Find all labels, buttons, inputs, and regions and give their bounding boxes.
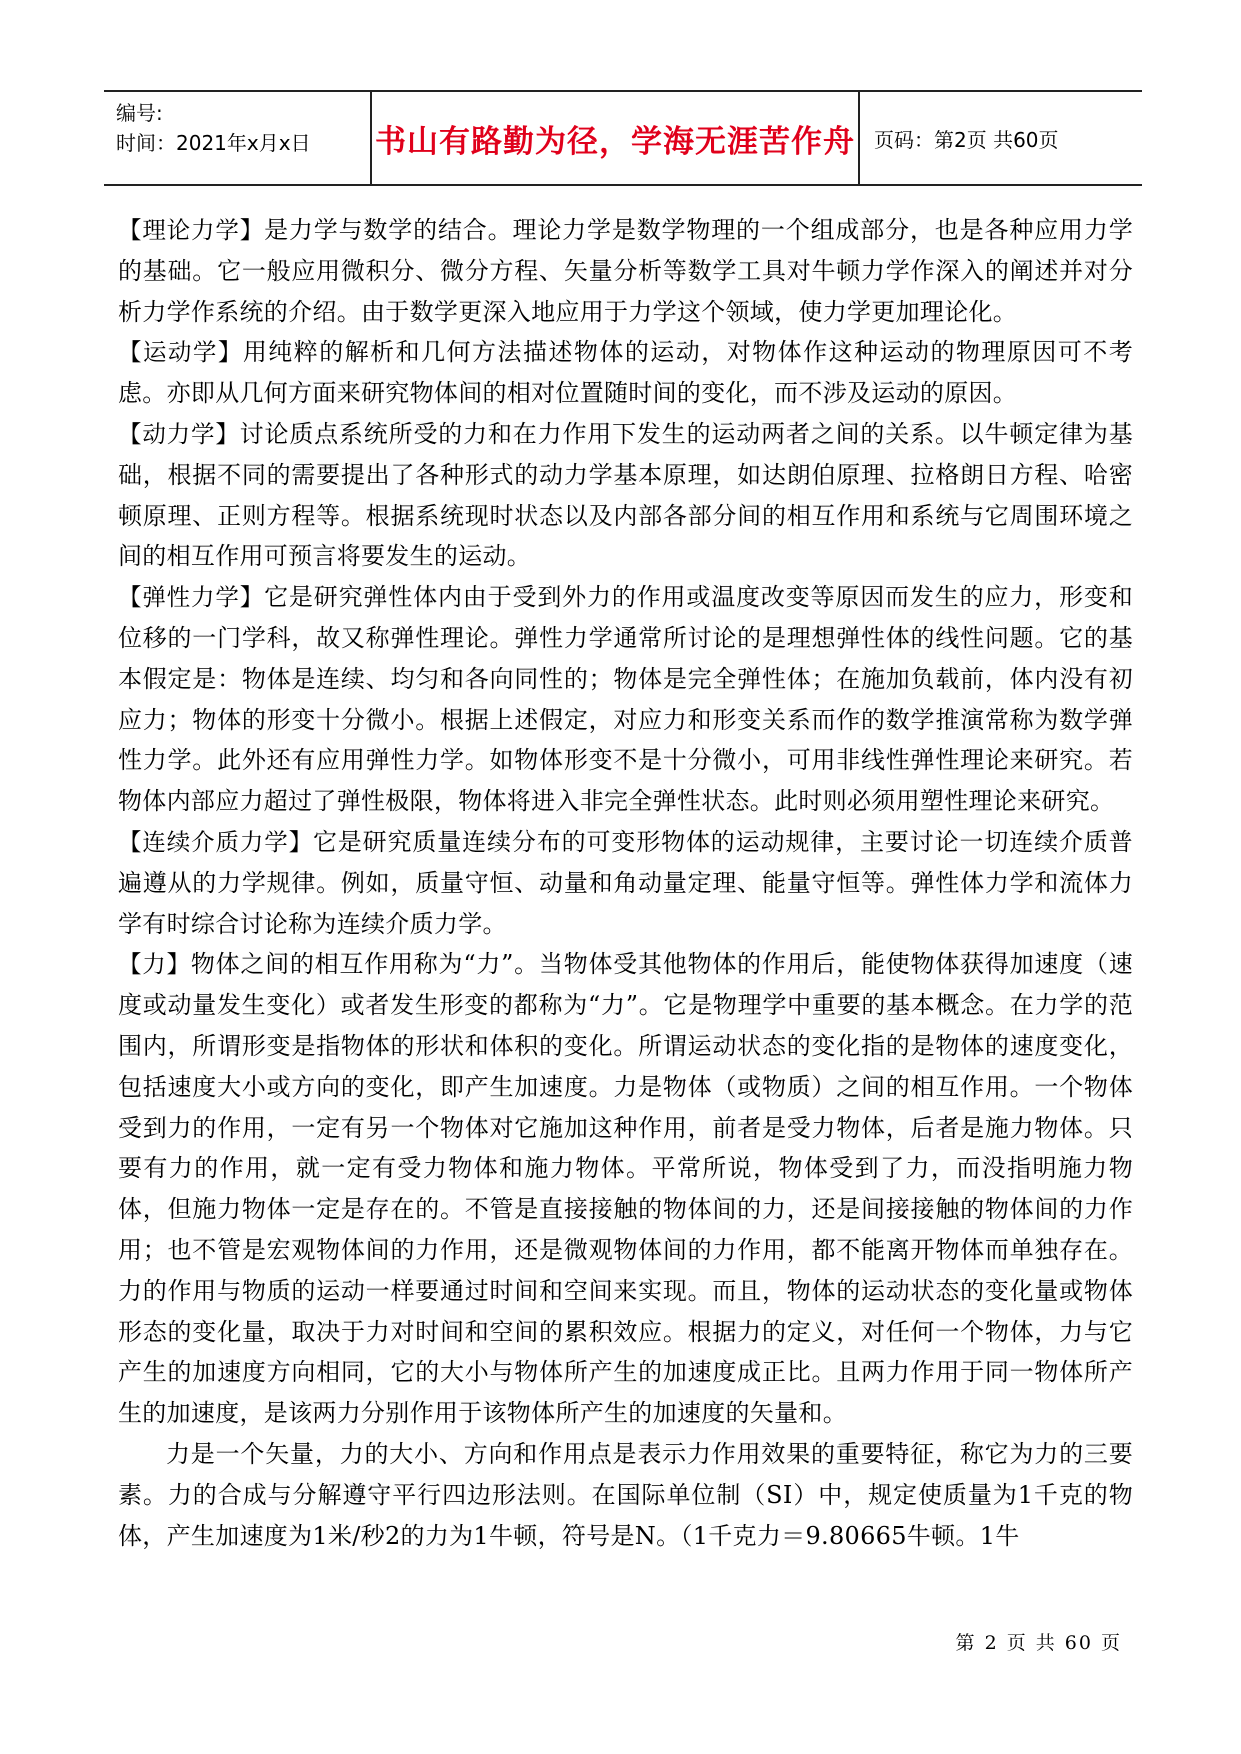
term-heading: 【运动学】 [118, 338, 243, 367]
header-page-code: 页码：第2页 共60页 [874, 127, 1059, 152]
paragraph-kinematics [118, 332, 1133, 414]
document-number-label: 编号: [116, 101, 163, 125]
paragraph-text: 它是研究弹性体内由于受到外力的作用或温度改变等原因而发生的应力，形变和位移的一门学科，故又称弹性理论。弹性力学通常所讨论的是理想弹性体的线性问题。它的基本假定是：物体是连续、均匀和各向同性的；物体是完全弹性体；在施加负载前，体内没有初应力；物体的形变十分微小。根据上述假定，对应力和形变关系而作的数学推演常称为数学弹性力学。此外还有应用弹性力学。如物体形变不是十分微小，可用非线性弹性理论来研究。若物体内部应力超过了弹性极限，物体将进入非完全弹性状态。此时则必须用塑性理论来研究。 [118, 583, 1133, 816]
term-heading: 【弹性力学】 [118, 583, 265, 612]
paragraph-text: 用纯粹的解析和几何方法描述物体的运动，对物体作这种运动的物理原因可不考虑。亦即从几何方面来研究物体间的相对位置随时间的变化，而不涉及运动的原因。 [118, 338, 1134, 408]
paragraph-text: 讨论质点系统所受的力和在力作用下发生的运动两者之间的关系。以牛顿定律为基础，根据不同的需要提出了各种形式的动力学基本原理，如达朗伯原理、拉格朗日方程、哈密顿原理、正则方程等。根据系统现时状态以及内部各部分间的相互作用和系统与它周围环境之间的相互作用可预言将要发生的运动。 [118, 419, 1134, 571]
paragraph-text: 是力学与数学的结合。理论力学是数学物理的一个组成部分，也是各种应用力学的基础。它一般应用微积分、微分方程、矢量分析等数学工具对牛顿力学作深入的阐述并对分析力学作系统的介绍。由于数学更深入地应用于力学这个领域，使力学更加理论化。 [118, 216, 1133, 326]
term-heading: 【动力学】 [118, 419, 240, 448]
header-info-cell [104, 92, 370, 184]
page-footer: 第 2 页 共 60 页 [955, 1632, 1122, 1654]
paragraph-theoretical-mechanics [118, 210, 1133, 332]
paragraph-force [118, 944, 1133, 1434]
paragraph-continuum-mechanics [118, 822, 1133, 944]
paragraph-elasticity [118, 577, 1133, 822]
document-body [118, 210, 1133, 1556]
header-motto: 书山有路勤为径，学海无涯苦作舟 [370, 92, 860, 184]
paragraph-force-vector: 力是一个矢量，力的大小、方向和作用点是表示力作用效果的重要特征，称它为力的三要素。力的合成与分解遵守平行四边形法则。在国际单位制（SI）中，规定使质量为1千克的物体，产生加速度为1米/秒2的力为1牛顿，符号是N。（1千克力＝9.80665牛顿。1牛 [118, 1439, 1133, 1550]
term-heading: 【理论力学】 [118, 216, 265, 244]
paragraph-dynamics [118, 414, 1133, 577]
paragraph-text: 物体之间的相互作用称为“力”。当物体受其他物体的作用后，能使物体获得加速度（速度或动量发生变化）或者发生形变的都称为“力”。它是物理学中重要的基本概念。在力学的范围内，所谓形变是指物体的形状和体积的变化。所谓运动状态的变化指的是物体的速度变化，包括速度大小或方向的变化，即产生加速度。力是物体（或物质）之间的相互作用。一个物体受到力的作用，一定有另一个物体对它施加这种作用，前者是受力物体，后者是施力物体。只要有力的作用，就一定有受力物体和施力物体。平常所说，物体受到了力，而没指明施力物体，但施力物体一定是存在的。不管是直接接触的物体间的力，还是间接接触的物体间的力作用；也不管是宏观物体间的力作用，还是微观物体间的力作用，都不能离开物体而单独存在。力的作用与物质的运动一样要通过时间和空间来实现。而且，物体的运动状态的变化量或物体形态的变化量，取决于力对时间和空间的累积效应。根据力的定义，对任何一个物体，力与它产生的加速度方向相同，它的大小与物体所产生的加速度成正比。且两力作用于同一物体所产生的加速度，是该两力分别作用于该物体所产生的加速度的矢量和。 [118, 950, 1133, 1428]
term-heading: 【力】 [118, 950, 191, 979]
document-header [104, 90, 1142, 186]
paragraph-text: 它是研究质量连续分布的可变形物体的运动规律，主要讨论一切连续介质普遍遵从的力学规律。例如，质量守恒、动量和角动量定理、能量守恒等。弹性体力学和流体力学有时综合讨论称为连续介质力学。 [118, 827, 1133, 938]
document-time-label: 时间：2021年x月x日 [116, 131, 311, 155]
term-heading: 【连续介质力学】 [118, 827, 313, 856]
